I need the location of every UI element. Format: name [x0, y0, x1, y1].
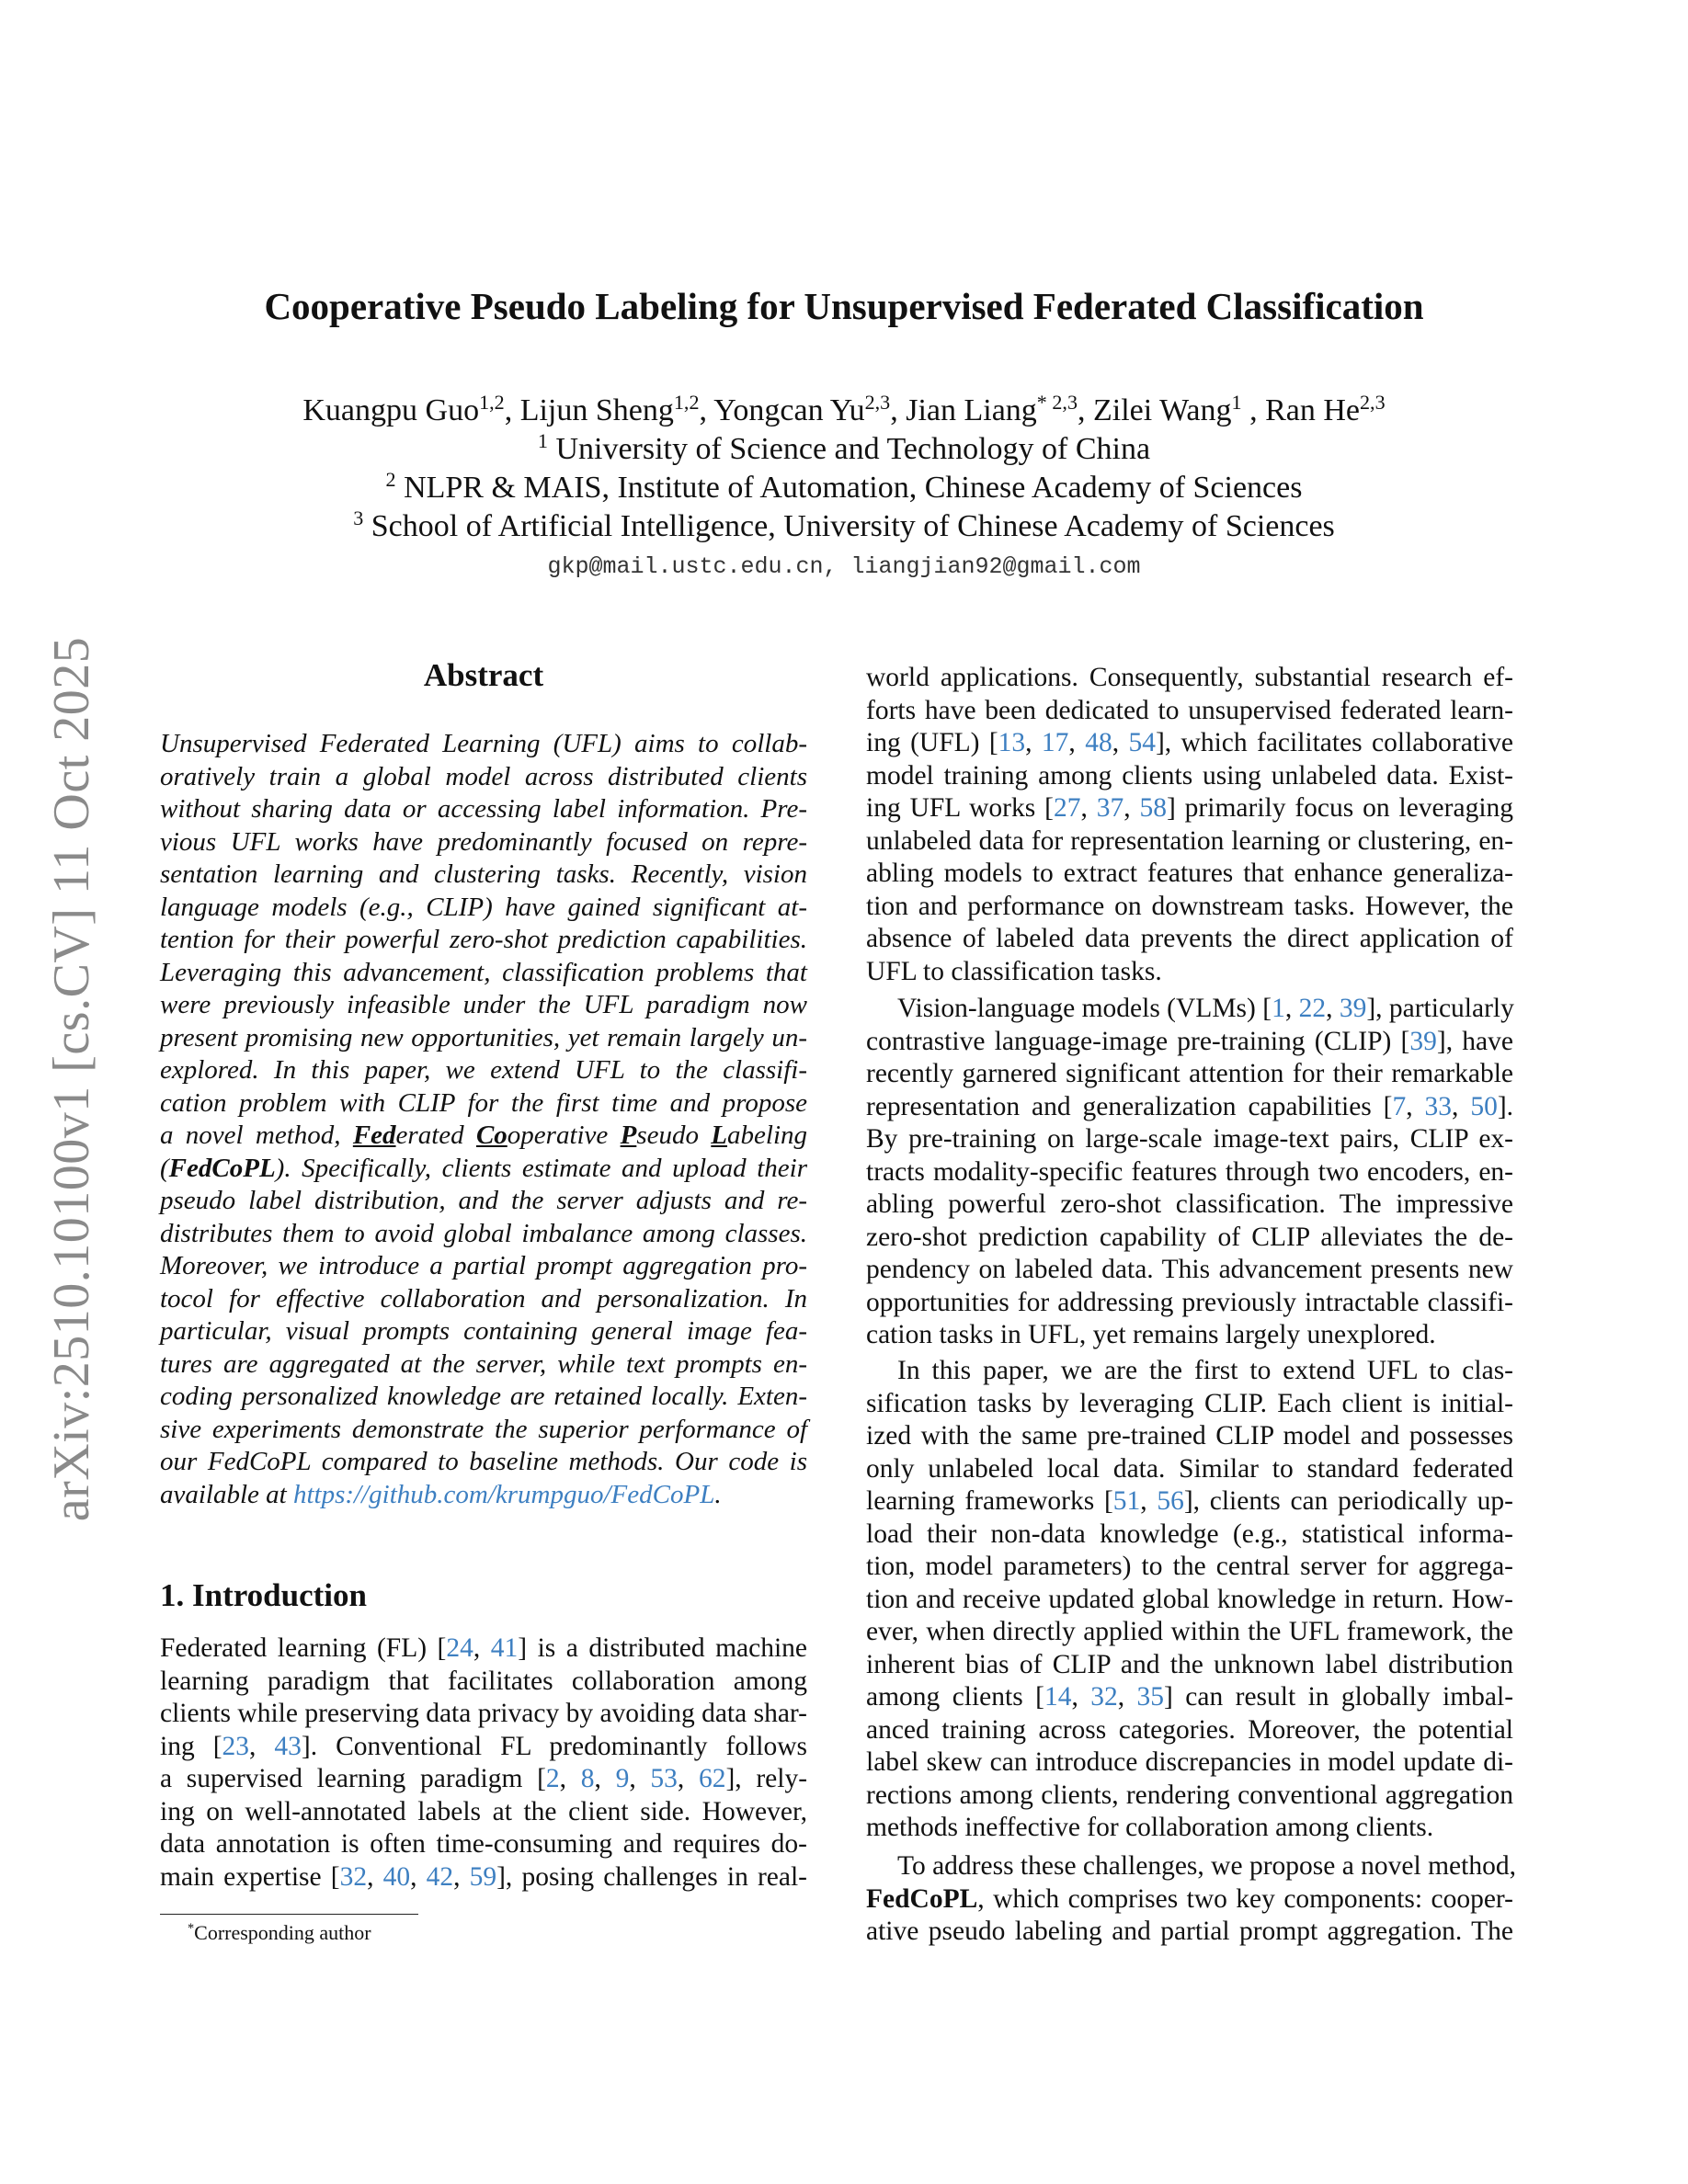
text-run: , Zilei Wang: [1077, 393, 1232, 427]
section-heading-introduction: 1. Introduction: [160, 1577, 367, 1613]
citation-link[interactable]: 39: [1339, 994, 1367, 1023]
text-run: , Lijun Sheng: [504, 393, 674, 427]
text-run: contrastive language-image pre-training (CLIP) [: [866, 1026, 1410, 1056]
text-line: [866, 1714, 1513, 1747]
citation-link[interactable]: 14: [1044, 1682, 1072, 1712]
text-run: tion, model parameters) to the central server for aggrega-: [866, 1552, 1513, 1581]
text-run: .: [714, 1479, 722, 1509]
text-run: cation problem with CLIP for the first time and propose: [160, 1087, 807, 1118]
text-run: ,: [1284, 994, 1299, 1023]
text-run: sification tasks by leveraging CLIP. Each client is initial-: [866, 1388, 1513, 1418]
text-line: [866, 1156, 1513, 1189]
text-run: ,: [1140, 1486, 1158, 1516]
text-run: pendency on labeled data. This advancement presents new: [866, 1255, 1513, 1284]
text-line: [160, 1828, 807, 1861]
text-line: [866, 1485, 1513, 1519]
text-run: ,: [677, 1764, 699, 1793]
text-line: [160, 1731, 807, 1764]
text-line: [160, 1054, 807, 1087]
text-run: ,: [1123, 793, 1140, 823]
text-run: sentation learning and clustering tasks. Recently, vision: [160, 859, 807, 889]
text-run: ,: [1112, 728, 1129, 757]
text-run: tocol for effective collaboration and personalization. In: [160, 1283, 807, 1314]
text-run: zero-shot prediction capability of CLIP alleviates the de-: [866, 1222, 1513, 1252]
text-run: ] primarily focus on leveraging: [1166, 793, 1514, 823]
text-run: Leveraging this advancement, classification problems that: [160, 957, 807, 987]
code-url-link[interactable]: https://github.com/krumpguo/FedCoPL: [292, 1479, 715, 1509]
text-run: rections among clients, rendering conventional aggregation: [866, 1780, 1513, 1810]
text-line: [866, 695, 1513, 728]
text-run: forts have been dedicated to unsupervised federated learn-: [866, 695, 1513, 725]
text-line: [866, 1388, 1513, 1421]
citation-link[interactable]: 37: [1096, 793, 1124, 823]
text-run: ing UFL works [: [866, 793, 1054, 823]
text-line: [866, 956, 1513, 989]
text-run: ,: [1326, 994, 1340, 1023]
text-run: recently garnered significant attention for their remarkable: [866, 1059, 1513, 1088]
text-run: ,: [1068, 728, 1086, 757]
text-run: ing on well-annotated labels at the client side. However,: [160, 1796, 807, 1826]
citation-link[interactable]: 58: [1139, 793, 1167, 823]
text-run: ever, when directly applied within the UFL framework, the: [866, 1617, 1513, 1646]
text-line: [160, 989, 807, 1022]
text-run: learning frameworks [: [866, 1486, 1113, 1516]
text-run: ing (UFL) [: [866, 728, 998, 757]
text-line: [866, 1453, 1513, 1486]
text-run: ], particularly: [1366, 994, 1514, 1023]
superscript: 2,3: [1360, 390, 1386, 414]
text-run: distributes them to avoid global imbalance among classes.: [160, 1218, 807, 1248]
citation-link[interactable]: 50: [1470, 1091, 1498, 1121]
text-line: [160, 957, 807, 990]
text-run: our FedCoPL compared to baseline methods. Our code is: [160, 1447, 807, 1476]
text-line: [866, 1254, 1513, 1287]
text-run: , Jian Liang: [890, 393, 1037, 427]
text-line: [866, 1091, 1513, 1124]
text-run: model training among clients using unlabeled data. Exist-: [866, 760, 1513, 791]
text-run: ]. Conventional FL predominantly follows: [301, 1731, 807, 1761]
text-run: UFL to classification tasks.: [866, 956, 1162, 986]
citation-link[interactable]: 42: [426, 1861, 454, 1892]
text-line: [866, 1519, 1513, 1552]
footnote: [188, 1921, 371, 1945]
paper-title: Cooperative Pseudo Labeling for Unsupervised Federated Classification: [264, 285, 1424, 327]
text-line: [866, 1616, 1513, 1649]
text-run: ], clients can periodically up-: [1183, 1486, 1513, 1516]
citation-link[interactable]: 22: [1298, 994, 1327, 1023]
text-line: [160, 1218, 807, 1251]
text-run: label skew can introduce discrepancies in model update di-: [866, 1747, 1513, 1777]
text-line: [866, 1883, 1513, 1917]
citation-link[interactable]: 53: [650, 1764, 678, 1793]
text-line: [866, 1319, 1513, 1352]
text-run: (: [160, 1153, 169, 1183]
citation-link[interactable]: 1: [1272, 994, 1285, 1023]
superscript: 2: [385, 467, 396, 491]
superscript: 1,2: [479, 390, 505, 414]
text-run: tures are aggregated at the server, while text prompts en-: [160, 1348, 807, 1379]
text-run: tracts modality-specific features through two encoders, en-: [866, 1156, 1513, 1187]
bold-underlined-text: Fed: [352, 1120, 396, 1150]
bold-underlined-text: P: [620, 1120, 637, 1150]
text-run: only unlabeled local data. Similar to standard federated: [866, 1453, 1513, 1484]
superscript: 2,3: [864, 390, 891, 414]
text-run: ,: [629, 1764, 651, 1793]
affiliation: [0, 430, 1688, 469]
text-line: [160, 1250, 807, 1283]
text-line: [160, 924, 807, 957]
text-run: Vision-language models (VLMs) [: [897, 994, 1272, 1023]
text-line: [866, 792, 1513, 825]
text-run: tention for their powerful zero-shot prediction capabilities.: [160, 925, 807, 954]
text-line: [160, 793, 807, 826]
citation-link[interactable]: 13: [998, 728, 1026, 757]
citation-link[interactable]: 41: [490, 1633, 519, 1663]
text-line: [866, 1355, 1513, 1388]
superscript: 1,2: [673, 390, 700, 414]
citation-link[interactable]: 24: [446, 1633, 473, 1663]
text-run: ,: [473, 1633, 491, 1663]
citation-link[interactable]: 32: [339, 1861, 368, 1892]
text-run: ,: [249, 1731, 275, 1761]
text-run: abeling: [727, 1120, 808, 1150]
text-line: [866, 727, 1513, 760]
text-run: were previously infeasible under the UFL paradigm now: [160, 990, 807, 1019]
text-run: load their non-data knowledge (e.g., statistical informa-: [866, 1519, 1513, 1549]
superscript: 3: [353, 506, 364, 529]
text-line: [160, 1479, 807, 1512]
text-run: ,: [1406, 1091, 1425, 1121]
citation-link[interactable]: 7: [1392, 1091, 1407, 1121]
text-run: inherent bias of CLIP and the unknown label distribution: [866, 1649, 1513, 1679]
affiliation: [0, 469, 1688, 507]
text-line: [160, 1381, 807, 1414]
text-run: ,: [410, 1861, 427, 1892]
author-emails: gkp@mail.ustc.edu.cn, liangjian92@gmail.com: [547, 553, 1141, 580]
citation-link[interactable]: 32: [1090, 1682, 1118, 1712]
text-run: ] can result in globally imbal-: [1164, 1682, 1514, 1712]
citation-link[interactable]: 9: [615, 1764, 630, 1793]
footnote-text: Corresponding author: [194, 1921, 371, 1944]
text-line: [160, 1185, 807, 1218]
bold-underlined-text: L: [711, 1120, 728, 1150]
text-run: particular, visual prompts containing general image fea-: [160, 1316, 807, 1346]
text-line: [866, 1026, 1513, 1059]
text-line: [160, 1022, 807, 1055]
text-run: among clients [: [866, 1682, 1044, 1712]
text-line: [866, 1058, 1513, 1091]
introduction-paragraph: [160, 1632, 807, 1894]
affiliation: [0, 507, 1688, 546]
text-run: oratively train a global model across distributed clients: [160, 761, 807, 791]
superscript: 1: [1231, 390, 1242, 414]
footnote-mark: *: [188, 1921, 195, 1937]
text-line: [160, 1348, 807, 1382]
text-run: Unsupervised Federated Learning (UFL) aims to collab-: [160, 729, 807, 758]
text-line: [866, 1812, 1513, 1845]
text-run: University of Science and Technology of China: [547, 432, 1151, 466]
text-run: ing [: [160, 1731, 222, 1761]
text-line: [160, 859, 807, 892]
text-run: Kuangpu Guo: [302, 393, 480, 427]
text-run: ], posing challenges in real-: [496, 1861, 807, 1892]
text-line: [160, 1861, 807, 1894]
text-run: To address these challenges, we propose a novel method,: [897, 1851, 1516, 1881]
text-line: [160, 1120, 807, 1153]
citation-link[interactable]: 54: [1128, 728, 1156, 757]
text-run: representation and generalization capabilities [: [866, 1091, 1393, 1121]
citation-link[interactable]: 39: [1409, 1026, 1437, 1056]
text-run: clients while preserving data privacy by avoiding data shar-: [160, 1699, 807, 1728]
text-run: vious UFL works have predominantly focused on repre-: [160, 826, 807, 857]
text-line: [160, 1632, 807, 1666]
text-line: [866, 1287, 1513, 1320]
citation-link[interactable]: 40: [382, 1861, 411, 1892]
citation-link[interactable]: 33: [1424, 1091, 1453, 1121]
text-line: [866, 1123, 1513, 1156]
text-run: ). Specifically, clients estimate and upload their: [275, 1153, 807, 1183]
text-line: [160, 1414, 807, 1447]
bold-text: FedCoPL: [866, 1883, 978, 1914]
text-run: Moreover, we introduce a partial prompt aggregation pro-: [160, 1251, 807, 1280]
text-line: [160, 1283, 807, 1316]
text-line: [866, 1189, 1513, 1222]
text-line: [866, 662, 1513, 695]
text-run: ,: [559, 1764, 581, 1793]
text-run: , which comprises two key components: cooper-: [977, 1883, 1513, 1914]
text-run: erated: [395, 1120, 476, 1150]
text-line: [866, 1746, 1513, 1780]
text-run: coding personalized knowledge are retained locally. Exten-: [160, 1382, 807, 1411]
text-run: ,: [1452, 1091, 1471, 1121]
abstract-heading: Abstract: [423, 657, 544, 693]
text-line: [160, 1153, 807, 1186]
text-run: pseudo label distribution, and the server adjusts and re-: [160, 1186, 807, 1215]
text-run: main expertise [: [160, 1861, 340, 1892]
text-run: tion and performance on downstream tasks. However, the: [866, 891, 1513, 921]
text-run: sive experiments demonstrate the superior performance of: [160, 1414, 807, 1444]
citation-link[interactable]: 51: [1112, 1486, 1141, 1516]
text-run: Federated learning (FL) [: [160, 1633, 447, 1663]
text-run: a supervised learning paradigm [: [160, 1764, 546, 1793]
text-run: explored. In this paper, we extend UFL to the classifi-: [160, 1055, 807, 1085]
text-run: , Ran He: [1241, 393, 1360, 427]
text-line: [160, 1087, 807, 1120]
text-line: [160, 826, 807, 859]
text-line: [866, 1584, 1513, 1617]
text-run: By pre-training on large-scale image-text pairs, CLIP ex-: [866, 1124, 1513, 1154]
text-run: ], rely-: [725, 1764, 808, 1793]
citation-link[interactable]: 17: [1041, 728, 1069, 757]
text-run: ative pseudo labeling and partial prompt aggregation. The: [866, 1917, 1513, 1946]
superscript: 1: [537, 428, 548, 452]
citation-link[interactable]: 43: [274, 1731, 302, 1761]
text-run: opportunities for addressing previously intractable classifi-: [866, 1287, 1513, 1317]
text-line: [160, 1763, 807, 1796]
citation-link[interactable]: 35: [1136, 1682, 1165, 1712]
text-line: [866, 825, 1513, 859]
text-line: [866, 891, 1513, 924]
citation-link[interactable]: 27: [1053, 793, 1081, 823]
text-line: [866, 1780, 1513, 1813]
text-run: ], have: [1436, 1026, 1513, 1056]
citation-link[interactable]: 8: [580, 1764, 595, 1793]
text-line: [866, 1649, 1513, 1682]
text-line: [866, 1420, 1513, 1453]
text-line: [866, 1551, 1513, 1584]
text-line: [160, 761, 807, 794]
text-line: [866, 1850, 1516, 1883]
text-line: [866, 923, 1513, 956]
text-run: abling models to extract features that enhance generaliza-: [866, 859, 1513, 888]
text-run: ,: [594, 1764, 616, 1793]
citation-link[interactable]: 62: [698, 1764, 726, 1793]
text-run: , Yongcan Yu: [699, 393, 865, 427]
text-run: ] is a distributed machine: [518, 1633, 807, 1663]
text-line: [160, 1698, 807, 1731]
abstract-body: [160, 728, 807, 1511]
author-list: [0, 392, 1688, 430]
text-run: anced training across categories. Moreover, the potential: [866, 1714, 1513, 1745]
text-line: [866, 858, 1513, 891]
text-run: ,: [453, 1861, 470, 1892]
text-run: ,: [1080, 793, 1097, 823]
text-run: ized with the same pre-trained CLIP model and possesses: [866, 1421, 1513, 1450]
footnote-rule: [160, 1914, 418, 1915]
text-run: seudo: [636, 1120, 712, 1150]
body-paragraph: [866, 993, 1513, 1352]
text-line: [160, 1446, 807, 1479]
body-paragraph: [866, 1355, 1513, 1845]
text-run: unlabeled data for representation learning or clustering, en-: [866, 825, 1513, 856]
text-run: absence of labeled data prevents the direct application of: [866, 924, 1513, 953]
text-run: abling powerful zero-shot classification. The impressive: [866, 1189, 1513, 1219]
bold-underlined-text: Co: [475, 1120, 508, 1150]
text-run: In this paper, we are the first to extend UFL to clas-: [897, 1356, 1513, 1385]
text-line: [866, 1681, 1513, 1714]
text-run: NLPR & MAIS, Institute of Automation, Chinese Academy of Sciences: [395, 471, 1303, 505]
text-run: ,: [1025, 728, 1042, 757]
citation-link[interactable]: 56: [1157, 1486, 1184, 1516]
text-run: ,: [1071, 1682, 1091, 1712]
text-run: methods ineffective for collaboration among clients.: [866, 1813, 1434, 1842]
citation-link[interactable]: 59: [469, 1861, 497, 1892]
citation-link[interactable]: 2: [545, 1764, 560, 1793]
text-line: [866, 993, 1513, 1026]
text-run: tion and receive updated global knowledge in return. How-: [866, 1584, 1513, 1614]
bold-text: FedCoPL: [168, 1153, 276, 1183]
superscript: * 2,3: [1036, 390, 1078, 414]
text-run: present promising new opportunities, yet remain largely un-: [160, 1022, 807, 1052]
text-run: available at: [160, 1479, 293, 1509]
text-run: world applications. Consequently, substantial research ef-: [866, 663, 1513, 692]
citation-link[interactable]: 48: [1085, 728, 1112, 757]
text-run: cation tasks in UFL, yet remains largely unexplored.: [866, 1320, 1436, 1349]
text-line: [160, 1796, 807, 1829]
text-run: operative: [507, 1120, 621, 1150]
body-paragraph: [866, 662, 1513, 988]
text-run: learning paradigm that facilitates collaboration among: [160, 1666, 807, 1696]
text-run: a novel method,: [160, 1120, 353, 1150]
text-run: ].: [1497, 1091, 1514, 1121]
text-line: [866, 1222, 1513, 1255]
text-line: [160, 1666, 807, 1699]
text-run: ,: [1117, 1682, 1137, 1712]
text-run: ,: [367, 1861, 383, 1892]
text-line: [160, 728, 807, 761]
text-run: data annotation is often time-consuming and requires do-: [160, 1829, 807, 1859]
text-line: [866, 1916, 1513, 1949]
body-paragraph: [866, 1850, 1516, 1949]
text-line: [160, 1315, 807, 1348]
text-line: [866, 760, 1513, 793]
arxiv-sidebar-stamp: arXiv:2510.10100v1 [cs.CV] 11 Oct 2025: [43, 636, 100, 1522]
citation-link[interactable]: 23: [222, 1731, 250, 1761]
text-run: language models (e.g., CLIP) have gained significant at-: [160, 892, 807, 922]
text-run: without sharing data or accessing label information. Pre-: [160, 794, 807, 824]
text-run: School of Artificial Intelligence, University of Chinese Academy of Sciences: [363, 509, 1335, 543]
text-line: [160, 892, 807, 925]
text-run: ], which facilitates collaborative: [1155, 728, 1514, 757]
